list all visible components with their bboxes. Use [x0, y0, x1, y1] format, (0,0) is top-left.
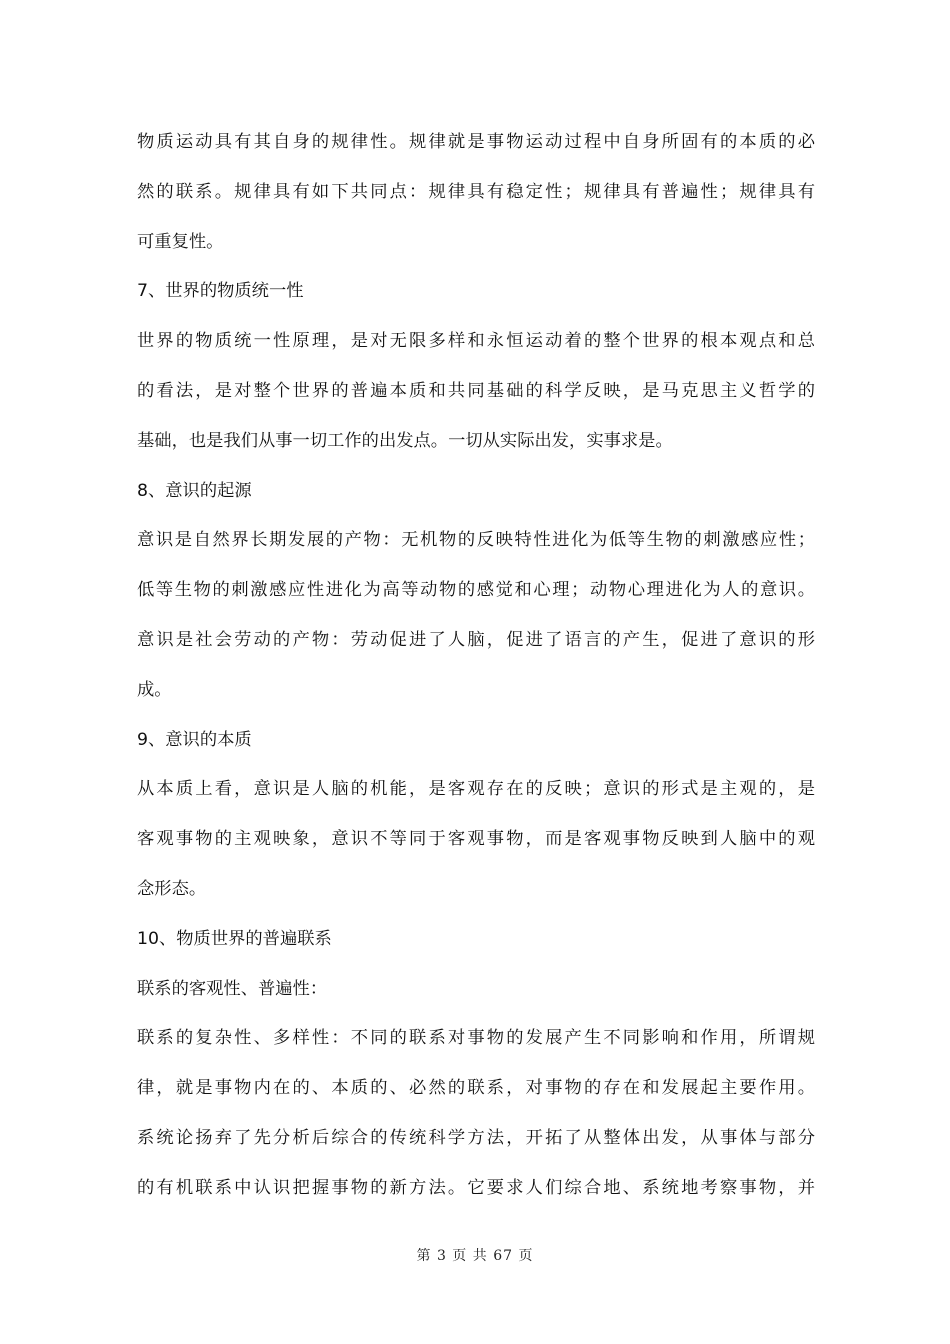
paragraph-line: 联系的复杂性、多样性：不同的联系对事物的发展产生不同影响和作用，所谓规 [137, 1028, 815, 1049]
section-heading: 10、物质世界的普遍联系 [137, 928, 332, 949]
paragraph-line: 低等生物的刺激感应性进化为高等动物的感觉和心理；动物心理进化为人的意识。 [137, 580, 815, 601]
paragraph-line: 客观事物的主观映象，意识不等同于客观事物，而是客观事物反映到人脑中的观 [137, 829, 815, 850]
paragraph-line: 成。 [137, 679, 172, 700]
paragraph-line: 意识是自然界长期发展的产物：无机物的反映特性进化为低等生物的刺激感应性； [137, 530, 815, 551]
section-heading: 9、意识的本质 [137, 729, 252, 750]
paragraph-line: 然的联系。规律具有如下共同点：规律具有稳定性；规律具有普遍性；规律具有 [137, 181, 815, 202]
paragraph-line: 联系的客观性、普遍性： [137, 978, 328, 999]
paragraph-line: 基础，也是我们从事一切工作的出发点。一切从实际出发，实事求是。 [137, 430, 673, 451]
document-body [137, 118, 815, 1214]
paragraph-line: 律，就是事物内在的、本质的、必然的联系，对事物的存在和发展起主要作用。 [137, 1078, 815, 1099]
section-heading: 8、意识的起源 [137, 480, 252, 501]
page-number-footer: 第 3 页 共 67 页 [416, 1248, 534, 1264]
paragraph-line: 世界的物质统一性原理，是对无限多样和永恒运动着的整个世界的根本观点和总 [137, 331, 815, 352]
paragraph-line: 系统论扬弃了先分析后综合的传统科学方法，开拓了从整体出发，从事体与部分 [137, 1127, 815, 1148]
paragraph-line: 意识是社会劳动的产物：劳动促进了人脑，促进了语言的产生，促进了意识的形 [137, 629, 815, 650]
paragraph-line: 的看法，是对整个世界的普遍本质和共同基础的科学反映，是马克思主义哲学的 [137, 380, 815, 401]
paragraph-line: 可重复性。 [137, 231, 224, 252]
paragraph-line: 的有机联系中认识把握事物的新方法。它要求人们综合地、系统地考察事物，并 [137, 1177, 815, 1198]
paragraph-line: 物质运动具有其自身的规律性。规律就是事物运动过程中自身所固有的本质的必 [137, 132, 815, 152]
paragraph-line: 念形态。 [137, 878, 207, 899]
paragraph-line: 从本质上看，意识是人脑的机能，是客观存在的反映；意识的形式是主观的，是 [137, 779, 815, 800]
section-heading: 7、世界的物质统一性 [137, 281, 304, 302]
